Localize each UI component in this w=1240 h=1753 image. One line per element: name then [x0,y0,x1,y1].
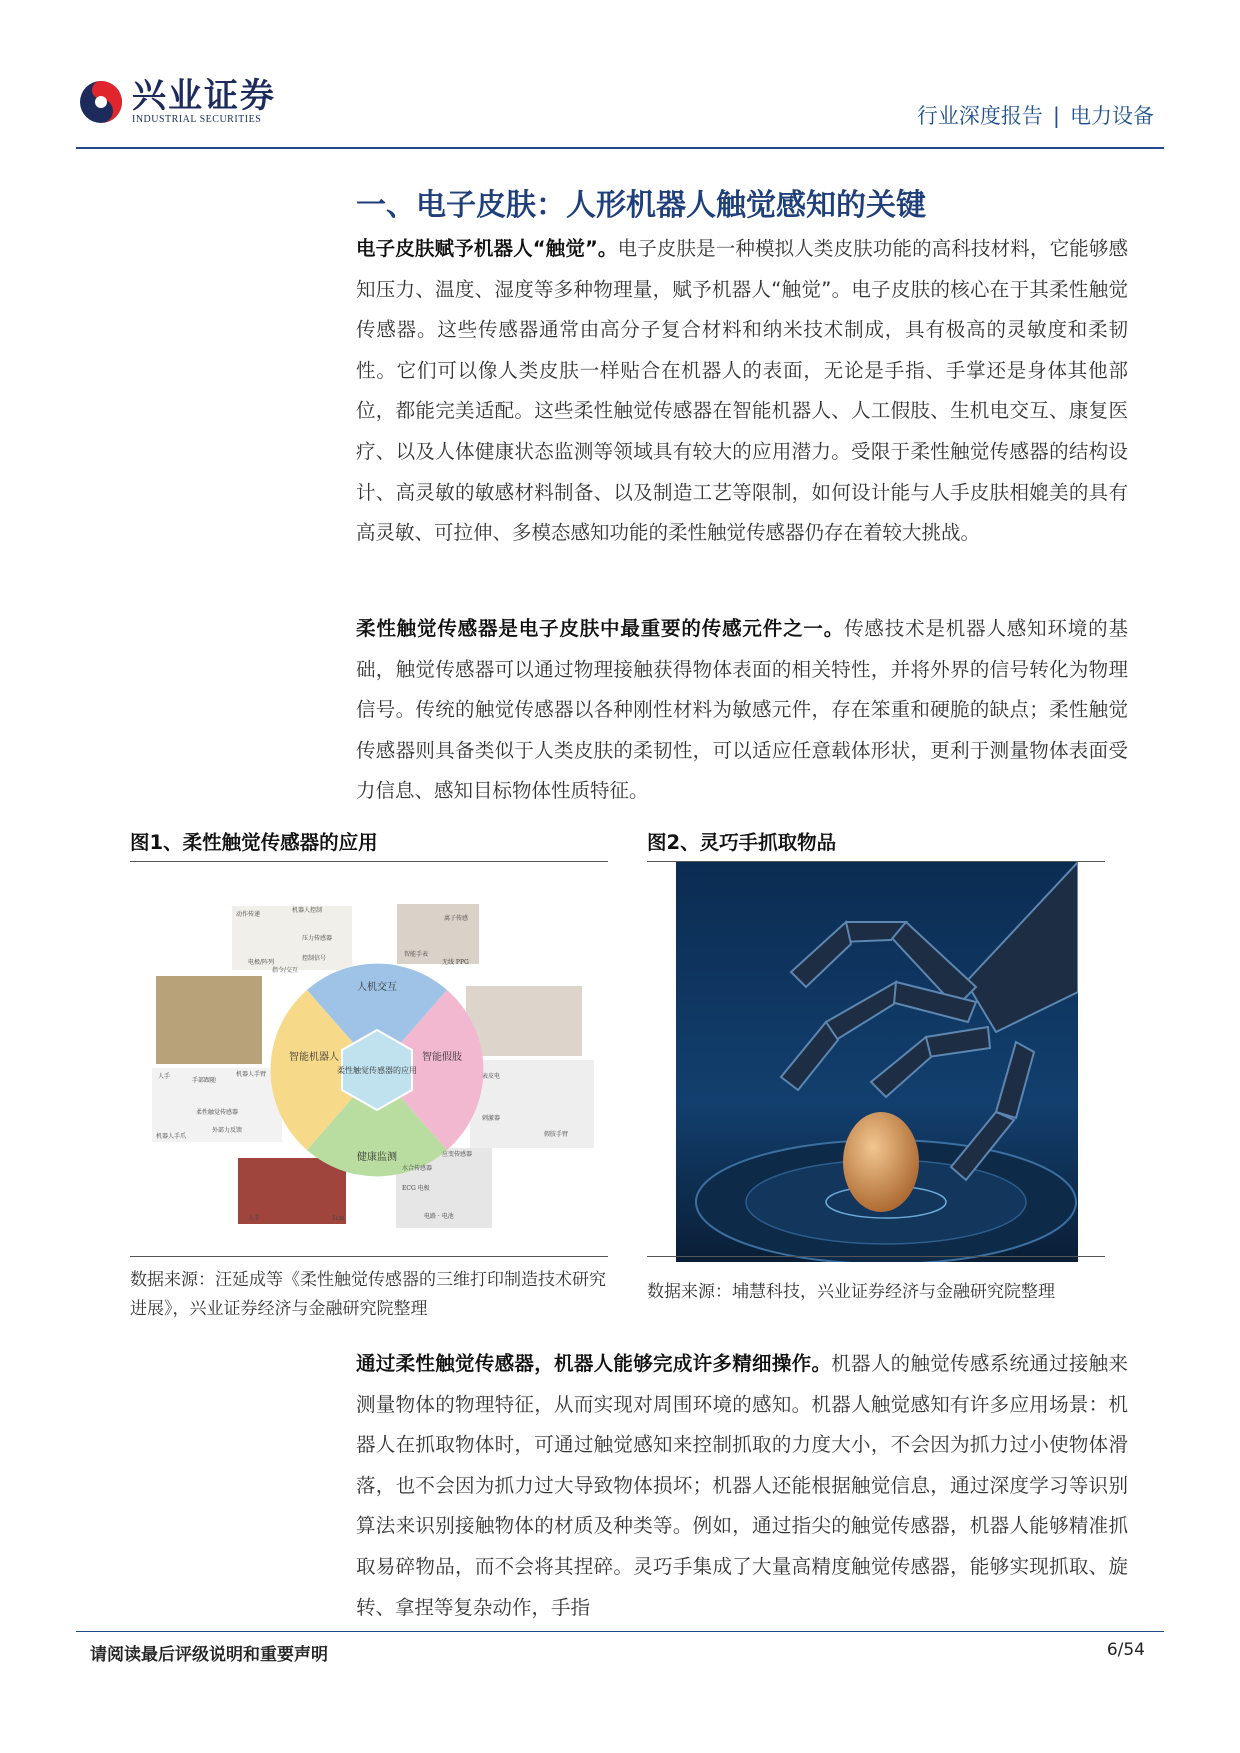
label-l3: 电极/阵列 [248,959,275,966]
label-l6: 指令/交互 [272,967,299,974]
segment-prosthetics: 智能假肢 [422,1052,462,1063]
label-l24: 1cm [332,1215,345,1222]
label-l5: 控制信号 [302,955,327,962]
label-l14: 柔性触觉传感器 [196,1109,239,1116]
logo-cn-text: 兴业证券 [132,76,276,116]
label-l17: 刺激器 [482,1115,501,1122]
logo-en-text: INDUSTRIAL SECURITIES [132,114,262,125]
label-l2: 机器人控制 [292,907,323,914]
label-l16: 表皮电 [482,1073,501,1080]
figure-1-rule [130,861,608,862]
figure-2-bottom-rule [647,1256,1105,1257]
figure-2-image [676,862,1078,1262]
page-number: 6/54 [1106,1640,1145,1660]
company-logo [78,78,276,126]
figure-1-diagram [152,900,602,1240]
segment-robots: 智能机器人 [289,1052,339,1063]
label-l13: 机器人手爪 [156,1133,187,1140]
figure-2-source: 数据来源：埔慧科技，兴业证券经济与金融研究院整理 [647,1282,1055,1302]
report-category [917,100,1154,130]
segment-health: 健康监测 [357,1152,397,1163]
paragraph-2-text: 传感技术是机器人感知环境的基础，触觉传感器可以通过物理接触获得物体表面的相关特性，并将外界的信号转化为物理信号。传统的触觉传感器以各种刚性材料为敏感元件，存在笨重和硬脆的缺点；柔性触觉传感器则具备类似于人类皮肤的柔韧性，可以适应任意载体形状，更利于测量物体表面受力信息、感知目标物体性质特征。 [356,617,1128,803]
section-title: 一、电子皮肤：人形机器人触觉感知的关键 [356,188,926,223]
paragraph-3-lead: 通过柔性触觉传感器，机器人能够完成许多精细操作。 [356,1352,832,1375]
figure-1-source: 数据来源：汪延成等《柔性触觉传感器的三维打印制造技术研究进展》，兴业证券经济与金融研究院整理 [130,1270,606,1319]
paragraph-1-lead: 电子皮肤赋予机器人“触觉”。 [356,237,618,260]
label-l8: 无线 PPG [442,959,469,966]
paragraph-2 [356,609,1128,812]
logo-mark-icon [78,79,124,125]
figure-1-title: 图1、柔性触觉传感器的应用 [130,831,378,854]
paragraph-1 [356,229,1128,554]
paragraph-3-text: 机器人的触觉传感系统通过接触来测量物体的物理特征，从而实现对周围环境的感知。机器人触觉感知有许多应用场景：机器人在抓取物体时，可通过触觉感知来控制抓取的力度大小，不会因为抓力过小使物体滑落，也不会因为抓力过大导致物体损坏；机器人还能根据触觉信息，通过深度学习等识别算法来识别接触物体的材质及种类等。例如，通过指尖的触觉传感器，机器人能够精准抓取易碎物品，而不会将其捏碎。灵巧手集成了大量高精度触觉传感器，能够实现抓取、旋转、拿捏等复杂动作，手指 [356,1352,1128,1619]
label-l22: 电路 · 电池 [424,1213,454,1220]
label-l12: 手部跟随 [192,1077,217,1084]
segment-hci: 人机交互 [357,982,397,993]
footer-disclaimer: 请阅读最后评级说明和重要声明 [90,1645,328,1665]
paragraph-2-lead: 柔性触觉传感器是电子皮肤中最重要的传感元件之一。 [356,617,845,640]
wheel-center-label: 柔性触觉传感器的应用 [337,1066,417,1075]
paragraph-1-text: 电子皮肤是一种模拟人类皮肤功能的高科技材料，它能够感知压力、温度、湿度等多种物理量，赋予机器人“触觉”。电子皮肤的核心在于其柔性触觉传感器。这些传感器通常由高分子复合材料和纳米技术制成，具有极高的灵敏度和柔韧性。它们可以像人类皮肤一样贴合在机器人的表面，无论是手指、手掌还是身体其他部位，都能完美适配。这些柔性触觉传感器在智能机器人、人工假肢、生机电交互、康复医疗、以及人体健康状态监测等领域具有较大的应用潜力。受限于柔性触觉传感器的结构设计、高灵敏的敏感材料制备、以及制造工艺等限制，如何设计能与人手皮肤相媲美的具有高灵敏、可拉伸、多模态感知功能的柔性触觉传感器仍存在着较大挑战。 [356,237,1128,545]
figure-1-bottom-rule [130,1256,608,1257]
sector-label: 电力设备 [1070,104,1154,128]
label-l9: 离子传感 [444,915,469,922]
label-l19: 应变传感器 [442,1151,473,1158]
photo-prosthetic-hand [466,986,582,1056]
label-l20: 水合传感器 [402,1165,433,1172]
figure-2-title: 图2、灵巧手抓取物品 [647,831,837,854]
label-l10: 人手 [158,1073,171,1080]
header-separator: | [1052,104,1060,128]
label-l7: 智能手表 [404,951,429,958]
paragraph-3 [356,1344,1128,1714]
label-l4: 压力传感器 [302,935,333,942]
label-l23: 人手 [248,1215,261,1222]
label-l18: 假肢手臂 [544,1131,569,1138]
label-l11: 机器人手臂 [236,1071,267,1078]
label-l1: 动作传递 [236,911,261,918]
label-l21: ECG 电极 [402,1185,430,1192]
footer-divider [76,1631,1164,1632]
report-type: 行业深度报告 [916,104,1043,128]
label-l15: 外部力反馈 [212,1127,243,1134]
photo-mannequins [156,976,262,1064]
header-divider [76,147,1164,149]
